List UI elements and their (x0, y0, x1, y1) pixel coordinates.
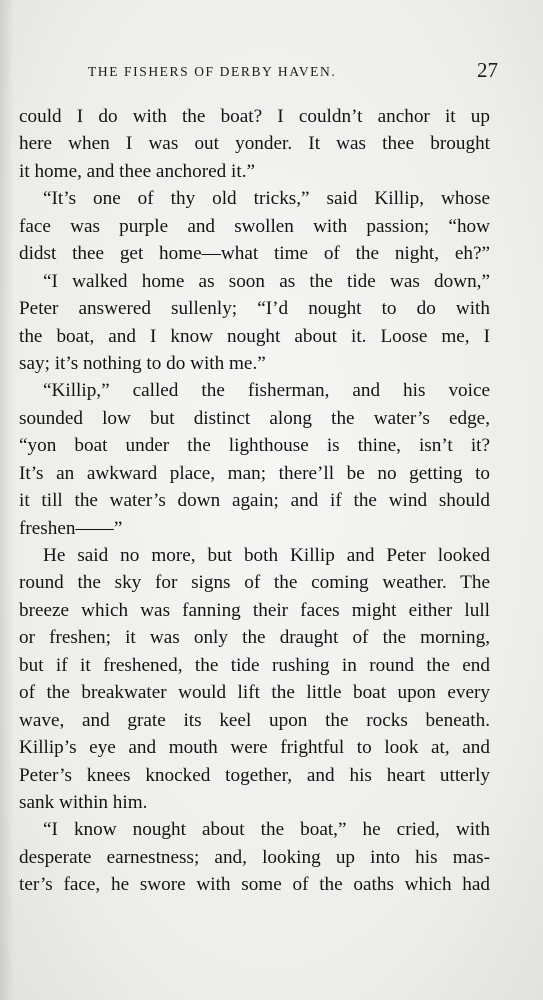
text-line: breeze which was fanning their faces might either lull (19, 599, 490, 621)
body-text (19, 103, 490, 899)
running-head: THE FISHERS OF DERBY HAVEN. (88, 64, 337, 79)
text-line: Peter answered sullenly; “I’d nought to do with (19, 298, 490, 320)
text-line: say; it’s nothing to do with me.” (19, 352, 266, 374)
text-line: freshen——” (19, 517, 123, 539)
spine-shadow (0, 0, 14, 1000)
text-line: face was purple and swollen with passion; “how (19, 215, 490, 237)
text-line: desperate earnestness; and, looking up into his mas- (19, 846, 490, 868)
text-line: ter’s face, he swore with some of the oaths which had (19, 874, 490, 896)
text-line: It’s an awkward place, man; there’ll be no getting to (19, 462, 490, 484)
text-line: “It’s one of thy old tricks,” said Killip, whose (43, 188, 490, 210)
text-line: “Killip,” called the fisherman, and his voice (43, 380, 490, 402)
text-line: sounded low but distinct along the water’s edge, (19, 407, 490, 429)
text-line: He said no more, but both Killip and Peter looked (43, 545, 490, 566)
text-line: sank within him. (19, 791, 148, 813)
text-line: the boat, and I know nought about it. Loose me, I (19, 325, 490, 347)
text-line: Peter’s knees knocked together, and his heart utterly (19, 764, 490, 786)
text-line: Killip’s eye and mouth were frightful to look at, and (19, 737, 490, 759)
text-line: could I do with the boat? I couldn’t anchor it up (19, 106, 490, 127)
text-line: but if it freshened, the tide rushing in round the end (19, 654, 490, 676)
text-line: didst thee get home—what time of the night, eh?” (19, 243, 490, 265)
text-line: “I walked home as soon as the tide was down,” (43, 270, 490, 292)
text-line: or freshen; it was only the draught of the morning, (19, 627, 490, 649)
text-line: it till the water’s down again; and if the wind should (19, 490, 490, 512)
text-line: it home, and thee anchored it.” (19, 160, 256, 182)
text-line: round the sky for signs of the coming weather. The (19, 572, 490, 594)
text-line: wave, and grate its keel upon the rocks beneath. (19, 709, 490, 731)
text-line: “yon boat under the lighthouse is thine, isn’t it? (19, 435, 490, 457)
text-line: here when I was out yonder. It was thee brought (19, 133, 490, 155)
text-line: of the breakwater would lift the little boat upon every (19, 682, 490, 704)
text-line: “I know nought about the boat,” he cried, with (43, 819, 490, 841)
page-number: 27 (477, 58, 498, 82)
